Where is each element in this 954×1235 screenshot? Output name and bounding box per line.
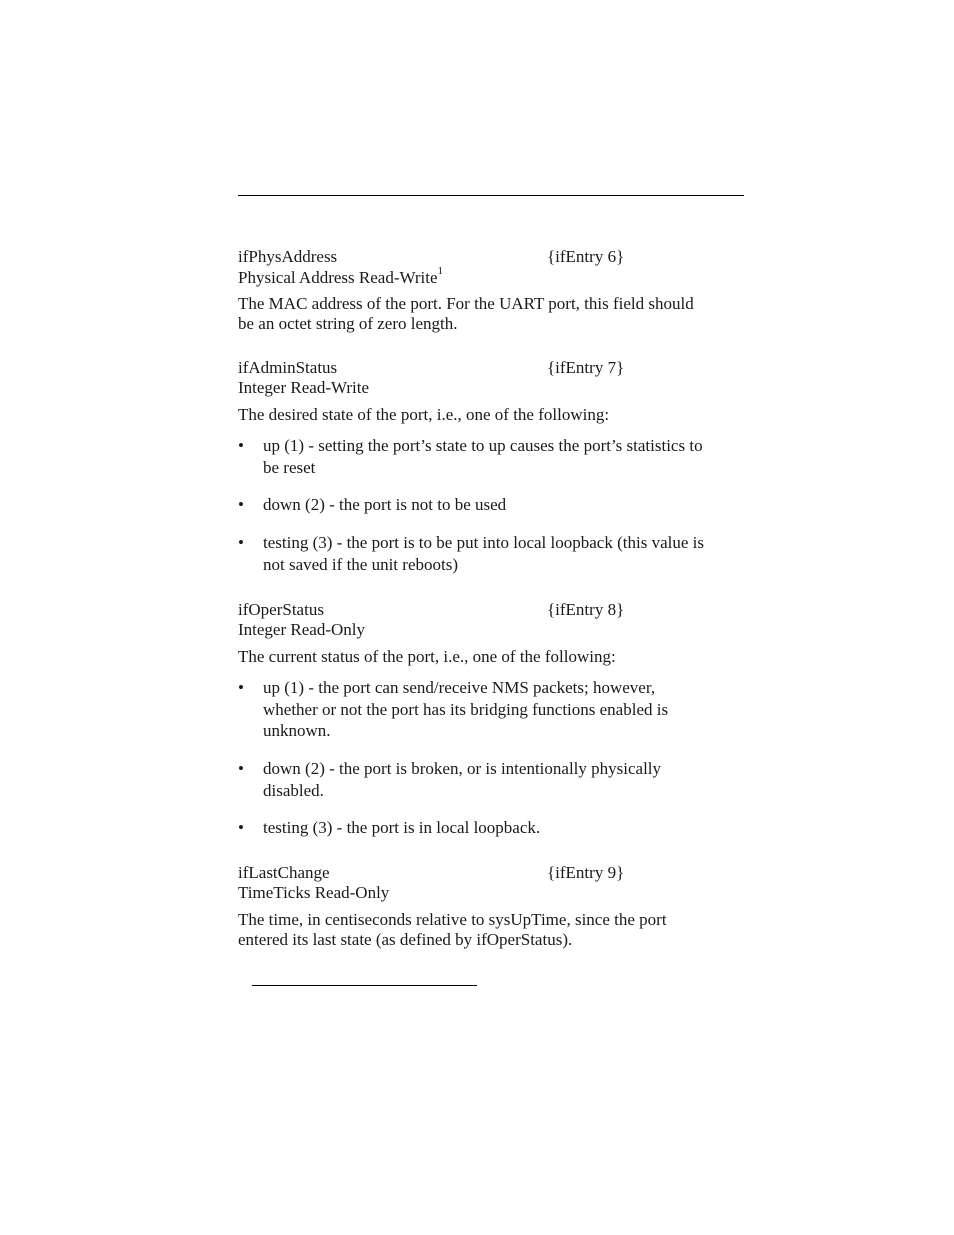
bullet-text: whether or not the port has its bridging functions enabled is [263,700,669,719]
bullet-glyph: • [238,818,244,837]
bullet-glyph: • [238,495,244,514]
bullet-text: be reset [263,458,316,477]
object-type-text: Physical Address Read-Write [238,268,438,287]
bullet-glyph: • [238,436,244,455]
bullet-text: not saved if the unit reboots) [263,555,458,574]
bullet-text: up (1) - setting the port’s state to up causes the port’s statistics to [263,436,703,455]
bullet-text: testing (3) - the port is to be put into local loopback (this value is [263,533,704,552]
object-oid: {ifEntry 8} [547,600,625,619]
object-type: Integer Read-Only [238,620,365,639]
object-type: Integer Read-Write [238,378,369,397]
bullet-text: up (1) - the port can send/receive NMS packets; however, [263,678,656,697]
bullet-text: unknown. [263,721,331,740]
object-oid: {ifEntry 6} [547,247,625,266]
object-name: ifLastChange [238,863,330,882]
description-line: The time, in centiseconds relative to sysUpTime, since the port [238,910,667,929]
bullet-text: testing (3) - the port is in local loopback. [263,818,541,837]
object-name: ifPhysAddress [238,247,338,266]
description-line: be an octet string of zero length. [238,314,458,333]
description-line: entered its last state (as defined by ifOperStatus). [238,930,573,949]
description-line: The MAC address of the port. For the UART port, this field should [238,294,694,313]
object-name: ifAdminStatus [238,358,338,377]
footnote-rule [252,985,477,986]
bullet-text: down (2) - the port is not to be used [263,495,507,514]
bullet-text: down (2) - the port is broken, or is intentionally physically [263,759,662,778]
description-line: The desired state of the port, i.e., one of the following: [238,405,610,424]
object-type: TimeTicks Read-Only [238,883,390,902]
object-oid: {ifEntry 7} [547,358,625,377]
bullet-glyph: • [238,759,244,778]
header-rule [238,195,744,196]
footnote-mark: 1 [437,265,443,278]
description-line: The current status of the port, i.e., one of the following: [238,647,616,666]
object-name: ifOperStatus [238,600,324,619]
object-oid: {ifEntry 9} [547,863,625,882]
bullet-glyph: • [238,678,244,697]
bullet-text: disabled. [263,781,324,800]
bullet-glyph: • [238,533,244,552]
object-type [238,265,443,288]
